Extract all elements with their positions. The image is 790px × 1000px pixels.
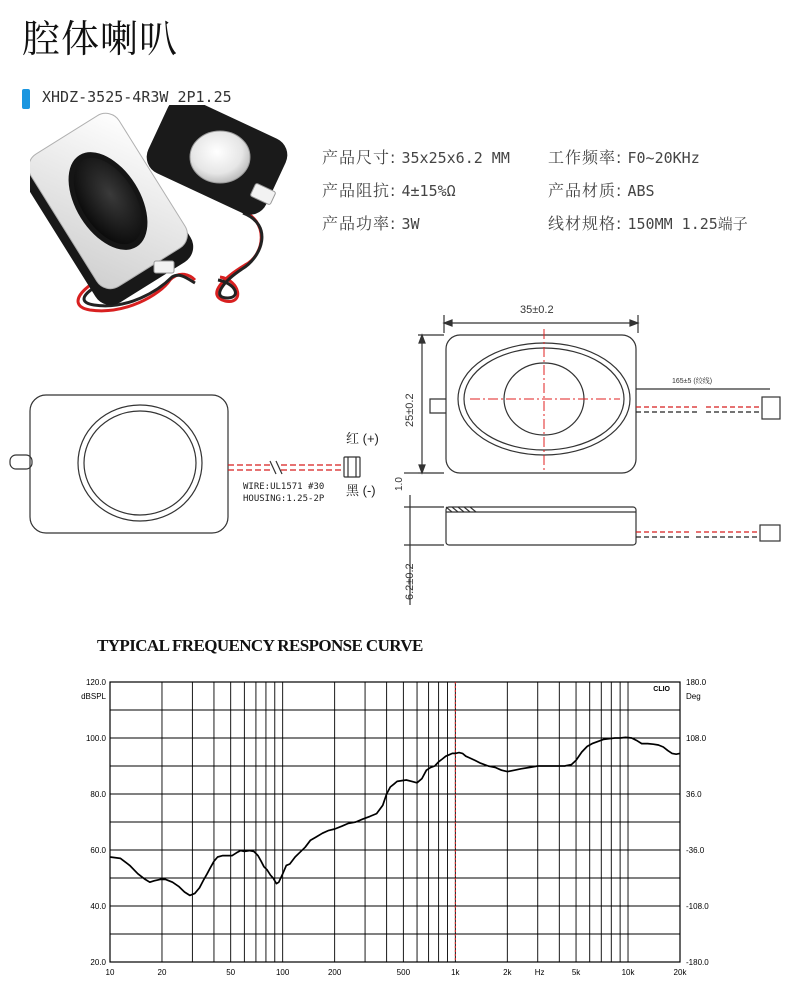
wire-spec: WIRE:UL1571 #30: [243, 482, 325, 492]
black-wire-label: 黑 (-): [346, 483, 376, 498]
y2-tick-label: 36.0: [686, 790, 702, 799]
x-tick-label: 200: [327, 968, 342, 977]
model-number: XHDZ-3525-4R3W 2P1.25: [42, 88, 232, 106]
y2-tick-label: 108.0: [686, 734, 707, 743]
spec-power: [322, 211, 420, 234]
series-line-0: [110, 737, 680, 895]
y-tick-label: 60.0: [90, 846, 106, 855]
x-tick-label: 1k: [451, 968, 460, 977]
dim-thickness: 6.2±0.2: [404, 563, 416, 600]
spec-value: 35x25x6.2 MM: [401, 149, 510, 167]
spec-cable: [548, 211, 748, 234]
cable-right: [217, 210, 262, 301]
y2-tick-label: -36.0: [686, 846, 705, 855]
dim-height: 25±0.2: [404, 393, 416, 427]
housing-spec: HOUSING:1.25-2P: [243, 494, 325, 504]
chart-grid: [110, 682, 680, 962]
x-tick-label: 5k: [571, 968, 581, 977]
front-view-frame: [30, 395, 228, 533]
x-tick-label: 100: [275, 968, 290, 977]
technical-drawing: [0, 295, 790, 615]
x-tick-label: 10k: [621, 968, 635, 977]
y2-tick-label: -180.0: [686, 958, 709, 967]
model-accent-bar: [22, 89, 30, 109]
spec-frequency: [548, 145, 700, 168]
x-tick-label: 2k: [503, 968, 512, 977]
y-tick-label: 40.0: [90, 902, 106, 911]
x-tick-label: 20k: [673, 968, 687, 977]
spec-value: F0~20KHz: [627, 149, 700, 167]
spec-value: 4±15%Ω: [401, 182, 456, 200]
chart-labels: [86, 678, 709, 977]
spec-value: 150MM 1.25端子: [627, 215, 748, 233]
spec-material: [548, 178, 655, 201]
top-view-frame: [446, 335, 636, 473]
spec-label: 产品尺寸:: [322, 148, 397, 167]
page-title: 腔体喇叭: [22, 17, 179, 61]
spec-label: 产品阻抗:: [322, 181, 397, 200]
x-tick-label: 50: [226, 968, 236, 977]
y-tick-label: 120.0: [85, 678, 106, 687]
spec-label: 工作频率:: [548, 148, 623, 167]
dim-cable: 165±5 (绞线): [672, 378, 713, 385]
y2-tick-label: 180.0: [686, 678, 707, 687]
clio-brand: CLIO: [653, 686, 670, 693]
chart-title: TYPICAL FREQUENCY RESPONSE CURVE: [97, 636, 423, 655]
y2-axis-label: Deg: [686, 692, 701, 701]
side-view-frame: [446, 507, 636, 545]
y2-tick-label: -108.0: [686, 902, 709, 911]
y-tick-label: 80.0: [90, 790, 106, 799]
spec-size: [322, 145, 510, 168]
spec-value: 3W: [401, 215, 420, 233]
chart-series-layer: [110, 737, 680, 895]
spec-label: 产品材质:: [548, 181, 623, 200]
dim-width: 35±0.2: [520, 304, 554, 316]
x-tick-label: 20: [157, 968, 167, 977]
frequency-response-chart: [0, 670, 790, 1000]
spec-impedance: [322, 178, 456, 201]
x-tick-label: 500: [396, 968, 411, 977]
spec-value: ABS: [627, 182, 655, 200]
x-axis-unit-label: Hz: [534, 968, 545, 977]
y-tick-label: 20.0: [90, 958, 106, 967]
product-photo: [30, 105, 300, 320]
front-view-cone: [78, 405, 202, 521]
spec-label: 线材规格:: [548, 214, 623, 233]
x-tick-label: 10: [105, 968, 115, 977]
dim-tab: 1.0: [394, 477, 405, 491]
spec-label: 产品功率:: [322, 214, 397, 233]
red-wire-label: 红 (+): [346, 431, 379, 446]
y-tick-label: 100.0: [85, 734, 106, 743]
y-axis-label: dBSPL: [81, 692, 106, 701]
